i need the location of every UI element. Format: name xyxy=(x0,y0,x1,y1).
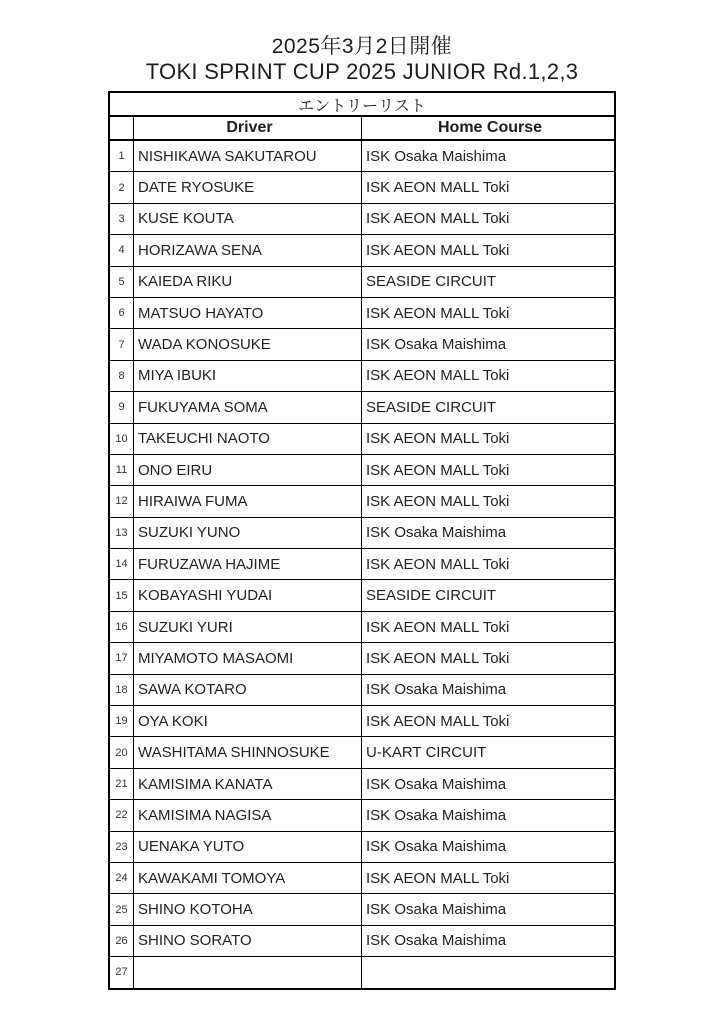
table-row xyxy=(110,141,614,172)
home-course: U-KART CIRCUIT xyxy=(366,744,487,762)
home-course: ISK Osaka Maishima xyxy=(366,838,507,856)
entry-number: 20 xyxy=(110,737,134,767)
entry-number: 19 xyxy=(110,706,134,736)
driver-name: KAWAKAMI TOMOYA xyxy=(134,863,362,893)
event-date-title: 2025年3月2日開催 xyxy=(271,35,453,58)
table-row xyxy=(110,832,614,863)
table-row xyxy=(110,424,614,455)
table-row xyxy=(110,800,614,831)
table-row xyxy=(110,957,614,987)
entry-number: 7 xyxy=(110,329,134,359)
table-row xyxy=(110,298,614,329)
entry-number: 5 xyxy=(110,267,134,297)
driver-name: NISHIKAWA SAKUTAROU xyxy=(134,141,362,171)
entry-number: 22 xyxy=(110,800,134,830)
home-course: ISK AEON MALL Toki xyxy=(366,712,510,730)
table-row xyxy=(110,329,614,360)
entry-number: 23 xyxy=(110,832,134,862)
table-row xyxy=(110,361,614,392)
driver-name: WASHITAMA SHINNOSUKE xyxy=(134,737,362,767)
table-body xyxy=(110,141,614,988)
table-row xyxy=(110,894,614,925)
table-row xyxy=(110,612,614,643)
driver-name: KAMISIMA KANATA xyxy=(134,769,362,799)
column-header-number xyxy=(110,117,134,139)
entry-number: 26 xyxy=(110,926,134,956)
table-row xyxy=(110,518,614,549)
entry-number: 9 xyxy=(110,392,134,422)
event-name-title: TOKI SPRINT CUP 2025 JUNIOR Rd.1,2,3 xyxy=(145,59,579,84)
home-course: ISK Osaka Maishima xyxy=(366,147,507,165)
entry-number: 6 xyxy=(110,298,134,328)
driver-name: KOBAYASHI YUDAI xyxy=(134,580,362,610)
home-course: ISK AEON MALL Toki xyxy=(366,618,510,636)
driver-name: MATSUO HAYATO xyxy=(134,298,362,328)
home-course: ISK AEON MALL Toki xyxy=(366,492,510,510)
home-course: ISK AEON MALL Toki xyxy=(366,555,510,573)
table-row xyxy=(110,580,614,611)
home-course: ISK AEON MALL Toki xyxy=(366,367,510,385)
driver-name: FURUZAWA HAJIME xyxy=(134,549,362,579)
document-title-block xyxy=(0,0,724,84)
home-course: ISK Osaka Maishima xyxy=(366,932,507,950)
table-row xyxy=(110,769,614,800)
entry-number: 21 xyxy=(110,769,134,799)
home-course: ISK AEON MALL Toki xyxy=(366,241,510,259)
entry-number: 11 xyxy=(110,455,134,485)
home-course: ISK AEON MALL Toki xyxy=(366,461,510,479)
driver-name: DATE RYOSUKE xyxy=(134,172,362,202)
driver-name: WADA KONOSUKE xyxy=(134,329,362,359)
entry-number: 3 xyxy=(110,204,134,234)
table-header-row xyxy=(110,117,614,141)
home-course: ISK AEON MALL Toki xyxy=(366,210,510,228)
table-row xyxy=(110,863,614,894)
entry-number: 8 xyxy=(110,361,134,391)
home-course: SEASIDE CIRCUIT xyxy=(366,273,497,291)
driver-name: MIYA IBUKI xyxy=(134,361,362,391)
driver-name: TAKEUCHI NAOTO xyxy=(134,424,362,454)
entry-number: 16 xyxy=(110,612,134,642)
entry-number: 4 xyxy=(110,235,134,265)
driver-name xyxy=(134,957,362,987)
table-row xyxy=(110,549,614,580)
driver-name: HORIZAWA SENA xyxy=(134,235,362,265)
home-course: ISK AEON MALL Toki xyxy=(366,649,510,667)
entry-table xyxy=(108,91,616,990)
table-row xyxy=(110,172,614,203)
entry-number: 14 xyxy=(110,549,134,579)
driver-name: FUKUYAMA SOMA xyxy=(134,392,362,422)
home-course: ISK AEON MALL Toki xyxy=(366,869,510,887)
table-row xyxy=(110,926,614,957)
table-row xyxy=(110,204,614,235)
column-header-home-course: Home Course xyxy=(437,119,543,136)
driver-name: SAWA KOTARO xyxy=(134,675,362,705)
driver-name: SUZUKI YURI xyxy=(134,612,362,642)
home-course: SEASIDE CIRCUIT xyxy=(366,587,497,605)
entry-number: 18 xyxy=(110,675,134,705)
home-course: ISK AEON MALL Toki xyxy=(366,179,510,197)
table-row xyxy=(110,737,614,768)
table-row xyxy=(110,706,614,737)
entry-number: 2 xyxy=(110,172,134,202)
table-row xyxy=(110,486,614,517)
driver-name: SHINO SORATO xyxy=(134,926,362,956)
home-course: ISK AEON MALL Toki xyxy=(366,430,510,448)
home-course: SEASIDE CIRCUIT xyxy=(366,398,497,416)
home-course xyxy=(362,957,614,987)
driver-name: KAMISIMA NAGISA xyxy=(134,800,362,830)
table-caption: エントリーリスト xyxy=(110,93,614,117)
home-course: ISK Osaka Maishima xyxy=(366,901,507,919)
table-row xyxy=(110,643,614,674)
entry-number: 13 xyxy=(110,518,134,548)
home-course: ISK Osaka Maishima xyxy=(366,524,507,542)
home-course: ISK Osaka Maishima xyxy=(366,806,507,824)
table-row xyxy=(110,235,614,266)
driver-name: SHINO KOTOHA xyxy=(134,894,362,924)
driver-name: ONO EIRU xyxy=(134,455,362,485)
column-header-driver: Driver xyxy=(134,117,362,139)
home-course: ISK Osaka Maishima xyxy=(366,775,507,793)
entry-number: 1 xyxy=(110,141,134,171)
entry-number: 10 xyxy=(110,424,134,454)
table-row xyxy=(110,675,614,706)
driver-name: MIYAMOTO MASAOMI xyxy=(134,643,362,673)
entry-number: 12 xyxy=(110,486,134,516)
entry-number: 15 xyxy=(110,580,134,610)
home-course: ISK Osaka Maishima xyxy=(366,681,507,699)
driver-name: SUZUKI YUNO xyxy=(134,518,362,548)
entry-number: 24 xyxy=(110,863,134,893)
home-course: ISK Osaka Maishima xyxy=(366,336,507,354)
entry-number: 25 xyxy=(110,894,134,924)
driver-name: KAIEDA RIKU xyxy=(134,267,362,297)
table-row xyxy=(110,455,614,486)
entry-number: 27 xyxy=(110,957,134,987)
table-row xyxy=(110,392,614,423)
entry-number: 17 xyxy=(110,643,134,673)
driver-name: OYA KOKI xyxy=(134,706,362,736)
driver-name: UENAKA YUTO xyxy=(134,832,362,862)
driver-name: KUSE KOUTA xyxy=(134,204,362,234)
driver-name: HIRAIWA FUMA xyxy=(134,486,362,516)
home-course: ISK AEON MALL Toki xyxy=(366,304,510,322)
table-row xyxy=(110,267,614,298)
